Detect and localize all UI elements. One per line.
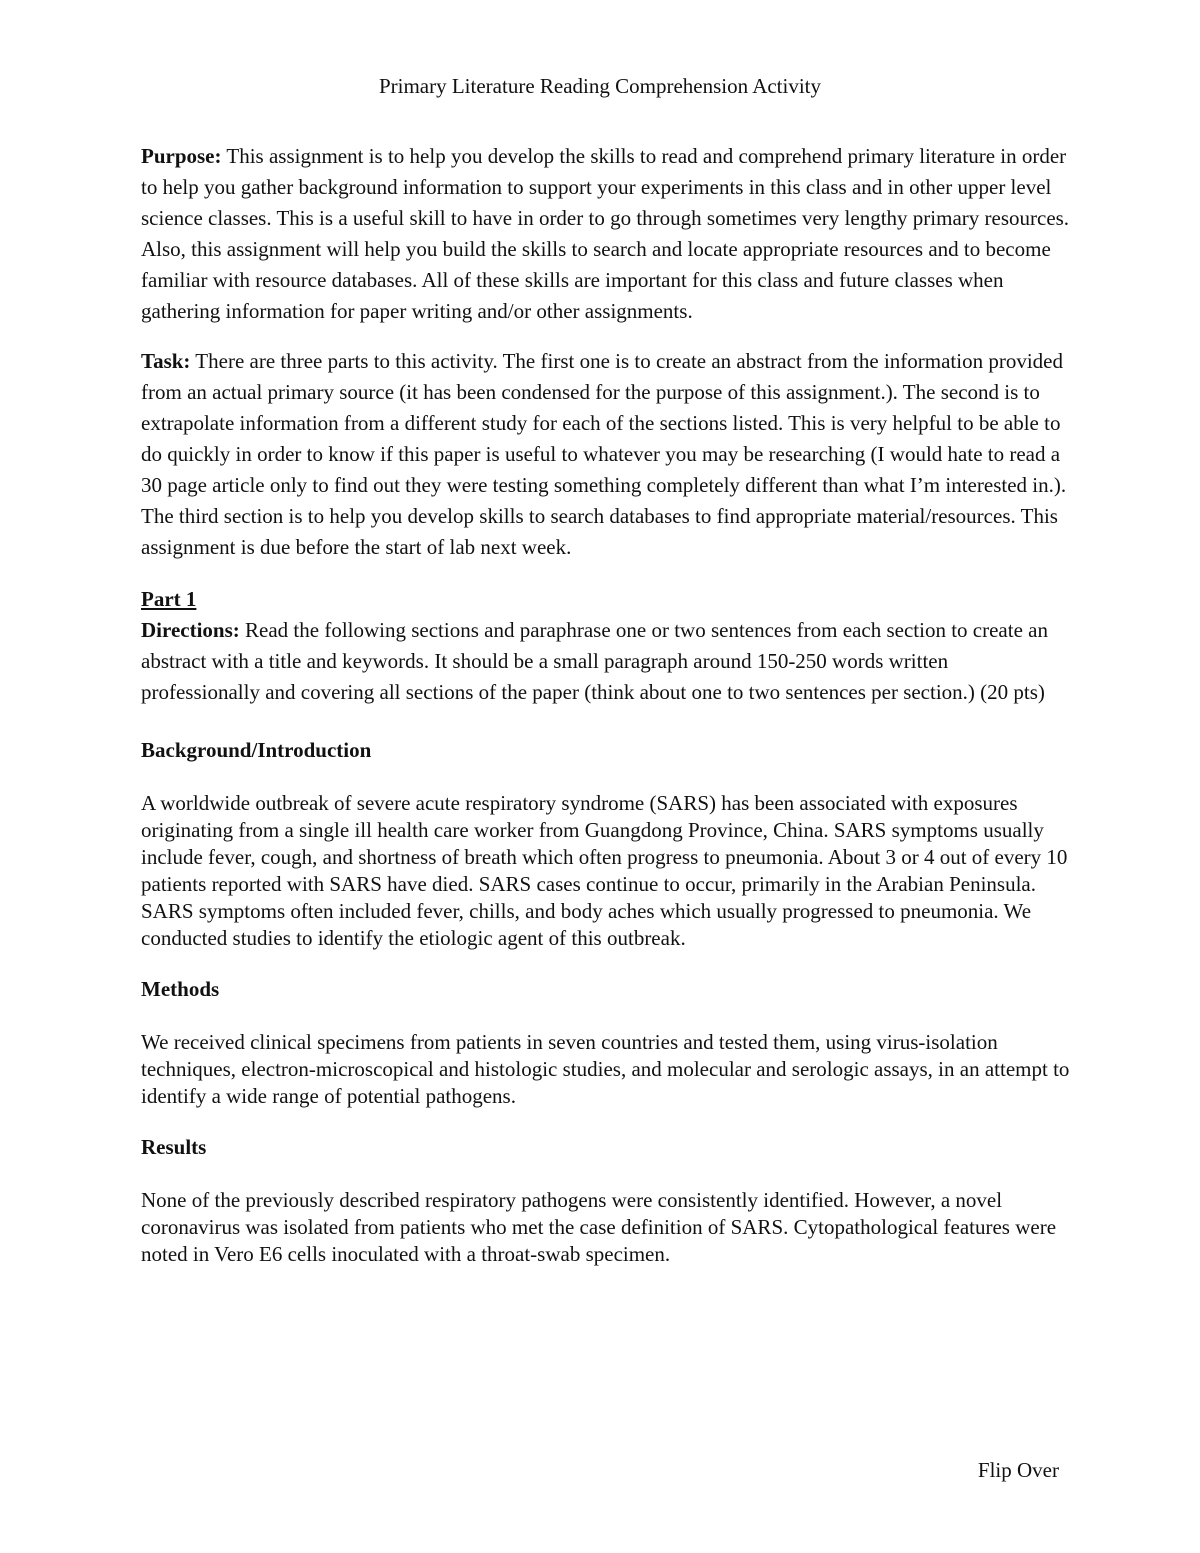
page-title: Primary Literature Reading Comprehension Activity: [378, 74, 822, 98]
background-text: A worldwide outbreak of severe acute respiratory syndrome (SARS) has been associated with exposures originating from a single ill health care worker from Guangdong Province, China. SARS symptoms usually include fever, cough, and shortness of breath which often progress to pneumonia. About 3 or 4 out of every 10 patients reported with SARS have died. SARS cases continue to occur, primarily in the Arabian Peninsula. SARS symptoms often included fever, chills, and body aches which usually progressed to pneumonia. We conducted studies to identify the etiologic agent of this outbreak.: [141, 791, 1068, 950]
methods-heading: Methods: [141, 977, 220, 1001]
methods-text: We received clinical specimens from patients in seven countries and tested them, using virus-isolation techniques, electron-microscopical and histologic studies, and molecular and serologic assays, in an attempt to identify a wide range of potential pathogens.: [141, 1030, 1070, 1108]
directions-paragraph: [141, 615, 1071, 708]
task-text: There are three parts to this activity. The first one is to create an abstract from the information provided from an actual primary source (it has been condensed for the purpose of this assignment.). The second is to extrapolate information from a different study for each of the sections listed. This is very helpful to be able to do quickly in order to know if this paper is useful to whatever you may be researching (I would hate to read a 30 page article only to find out they were testing something completely different than what I’m interested in.). The third section is to help you develop skills to search databases to find appropriate material/resources. This assignment is due before the start of lab next week.: [141, 349, 1067, 559]
document-body: [141, 141, 1071, 1268]
part1-heading: Part 1: [141, 587, 197, 611]
flip-over-note: Flip Over: [977, 1458, 1059, 1482]
results-heading: Results: [141, 1135, 207, 1159]
task-paragraph: [141, 346, 1071, 563]
task-label: Task:: [141, 349, 191, 373]
directions-text: Read the following sections and paraphrase one or two sentences from each section to create an abstract with a title and keywords. It should be a small paragraph around 150-250 words written professionally and covering all sections of the paper (think about one to two sentences per section.) (20 pts): [141, 618, 1048, 704]
background-heading: Background/Introduction: [141, 738, 372, 762]
purpose-label: Purpose:: [141, 144, 222, 168]
purpose-paragraph: [141, 141, 1071, 327]
directions-label: Directions:: [141, 618, 240, 642]
purpose-text: This assignment is to help you develop the skills to read and comprehend primary literature in order to help you gather background information to support your experiments in this class and in other upper level science classes. This is a useful skill to have in order to go through sometimes very lengthy primary resources. Also, this assignment will help you build the skills to search and locate appropriate resources and to become familiar with resource databases. All of these skills are important for this class and future classes when gathering information for paper writing and/or other assignments.: [141, 144, 1070, 323]
results-text: None of the previously described respiratory pathogens were consistently identified. However, a novel coronavirus was isolated from patients who met the case definition of SARS. Cytopathological features were noted in Vero E6 cells inoculated with a throat-swab specimen.: [141, 1188, 1057, 1266]
